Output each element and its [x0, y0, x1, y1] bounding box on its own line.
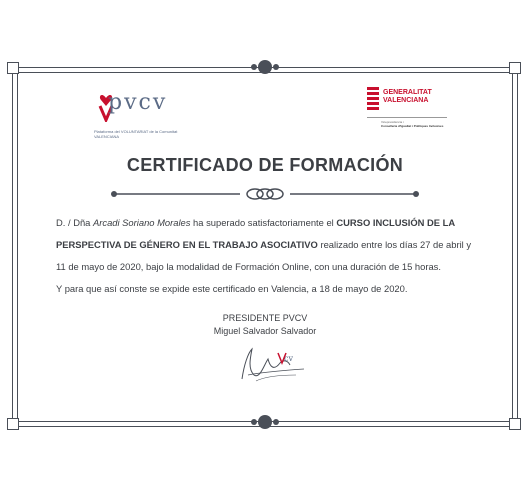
recipient-name: Arcadi Soriano Morales — [93, 217, 191, 228]
corner-ornament-bl — [7, 418, 19, 430]
course-details: realizado entre los días 27 de abril y 11 de mayo de 2020, bajo la modalidad de Formación Online, con una duración de 15 horas. — [56, 239, 472, 272]
generalitat-emblem-icon — [367, 87, 379, 113]
bottom-center-ornament — [250, 413, 280, 431]
pvcv-subtitle: Plataforma del VOLUNTARIAT de la Comunitat VALENCIANA — [94, 129, 178, 139]
passed-text: ha superado satisfactoriamente el — [190, 217, 337, 228]
pvcv-logo — [94, 92, 184, 142]
certificate-body — [56, 212, 476, 300]
generalitat-dept-line2: Conselleria d'Igualtat i Polítiques Inclusives — [381, 124, 444, 128]
generalitat-dept-line1: Vicepresidència i — [381, 120, 404, 124]
corner-ornament-tl — [7, 62, 19, 74]
generalitat-logo — [367, 87, 487, 137]
title-divider-ornament — [110, 186, 420, 202]
generalitat-divider — [367, 117, 447, 118]
signatory-name: Miguel Salvador Salvador — [213, 326, 317, 336]
top-center-ornament — [250, 58, 280, 76]
certificate-title: CERTIFICADO DE FORMACIÓN — [126, 155, 404, 175]
corner-ornament-tr — [509, 62, 521, 74]
certification-paragraph — [56, 212, 476, 278]
signatory-role: PRESIDENTE PVCV — [222, 313, 308, 323]
signatory-block — [12, 312, 518, 338]
generalitat-name: GENERALITAT VALENCIANA — [383, 89, 432, 104]
course-name: CURSO INCLUSIÓN DE LA PERSPECTIVA DE GÉNERO EN EL TRABAJO ASOCIATIVO — [56, 217, 455, 250]
certificate-sheet — [12, 67, 518, 427]
closing-paragraph: Y para que así conste se expide este certificado en Valencia, a 18 de mayo de 2020. — [56, 283, 408, 294]
pvcv-wordmark: pvcv — [108, 90, 168, 115]
prefix-text: D. / Dña — [56, 217, 93, 228]
corner-ornament-br — [509, 418, 521, 430]
svg-text:cv: cv — [284, 354, 293, 363]
handwritten-signature — [234, 345, 314, 385]
